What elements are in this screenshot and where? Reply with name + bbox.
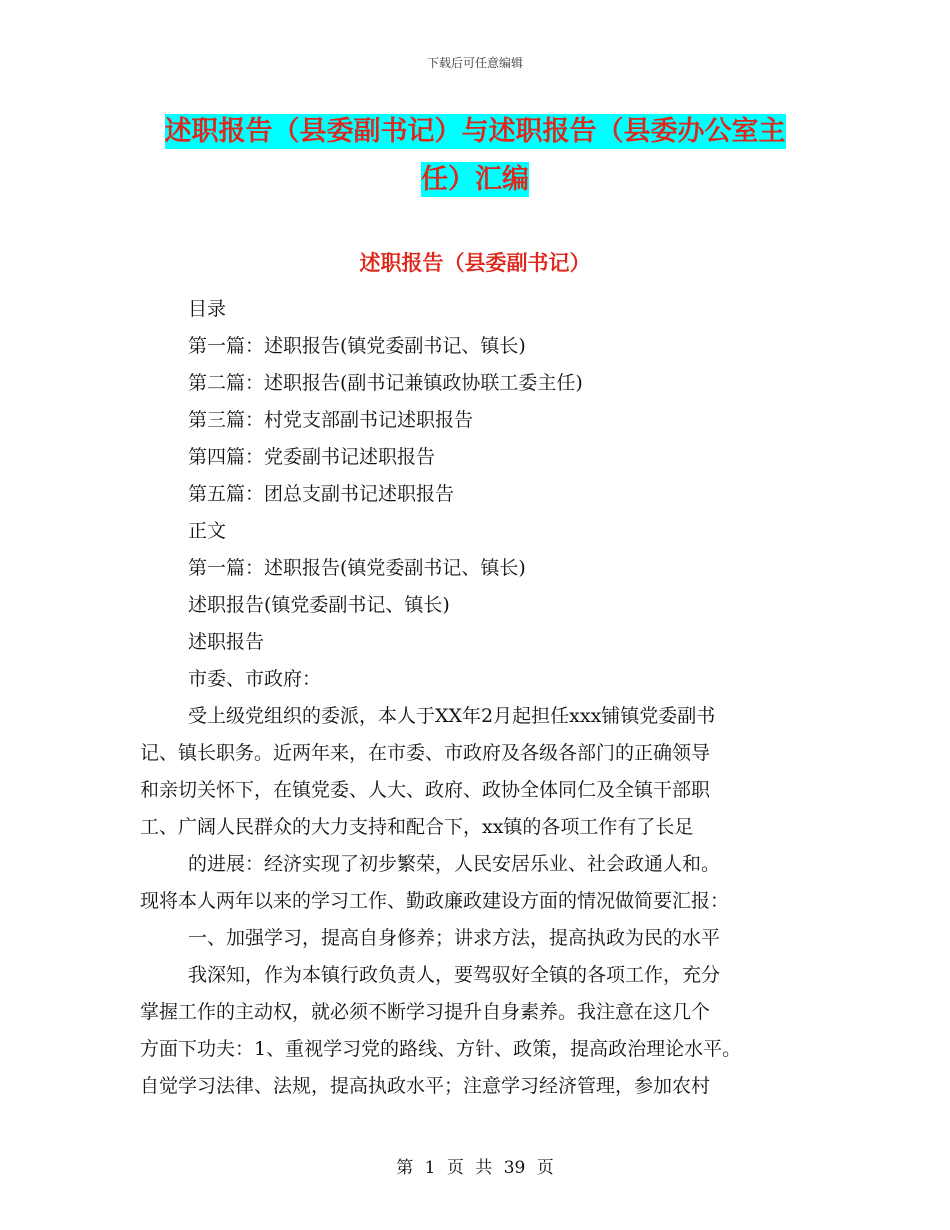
toc-item: 第三篇：村党支部副书记述职报告 (188, 409, 474, 431)
body-line: 工、广阔人民群众的大力支持和配合下，xx镇的各项工作有了长足 (140, 816, 694, 838)
body-line: 我深知，作为本镇行政负责人，要驾驭好全镇的各项工作，充分 (188, 964, 721, 986)
body-line: 述职报告 (188, 631, 265, 653)
body-line: 方面下功夫：1、重视学习党的路线、方针、政策，提高政治理论水平。 (140, 1038, 742, 1060)
toc-item: 第四篇：党委副书记述职报告 (188, 446, 436, 468)
toc-item: 第二篇：述职报告(副书记兼镇政协联工委主任) (188, 372, 583, 394)
toc-item: 第五篇：团总支副书记述职报告 (188, 483, 455, 505)
body-line: 现将本人两年以来的学习工作、勤政廉政建设方面的情况做简要汇报： (140, 890, 730, 912)
body-line: 自觉学习法律、法规，提高执政水平；注意学习经济管理，参加农村 (140, 1075, 711, 1097)
body-line: 市委、市政府： (188, 668, 322, 690)
toc-item: 第一篇：述职报告(镇党委副书记、镇长) (188, 335, 526, 357)
body-heading: 正文 (188, 520, 227, 542)
body-line: 受上级党组织的委派，本人于XX年2月起担任xxx铺镇党委副书 (188, 705, 716, 727)
title-line-1: 述职报告（县委副书记）与述职报告（县委办公室主 (164, 116, 786, 147)
toc-heading: 目录 (188, 298, 227, 320)
body-line: 的进展：经济实现了初步繁荣，人民安居乐业、社会政通人和。 (188, 853, 721, 875)
body-line: 掌握工作的主动权，就必须不断学习提升自身素养。我注意在这几个 (140, 1001, 711, 1023)
body-line: 第一篇：述职报告(镇党委副书记、镇长) (188, 557, 526, 579)
body-line: 述职报告(镇党委副书记、镇长) (188, 594, 450, 616)
section-title: 述职报告（县委副书记） (359, 251, 591, 275)
body-line: 一、加强学习，提高自身修养；讲求方法，提高执政为民的水平 (188, 927, 721, 949)
body-line: 记、镇长职务。近两年来，在市委、市政府及各级各部门的正确领导 (140, 742, 711, 764)
header-note: 下载后可任意编辑 (426, 56, 523, 70)
title-line-2: 任）汇编 (421, 164, 529, 195)
page-footer: 第 1 页 共 39 页 (396, 1158, 554, 1178)
body-line: 和亲切关怀下，在镇党委、人大、政府、政协全体同仁及全镇干部职 (140, 779, 711, 801)
document-title (150, 108, 800, 204)
